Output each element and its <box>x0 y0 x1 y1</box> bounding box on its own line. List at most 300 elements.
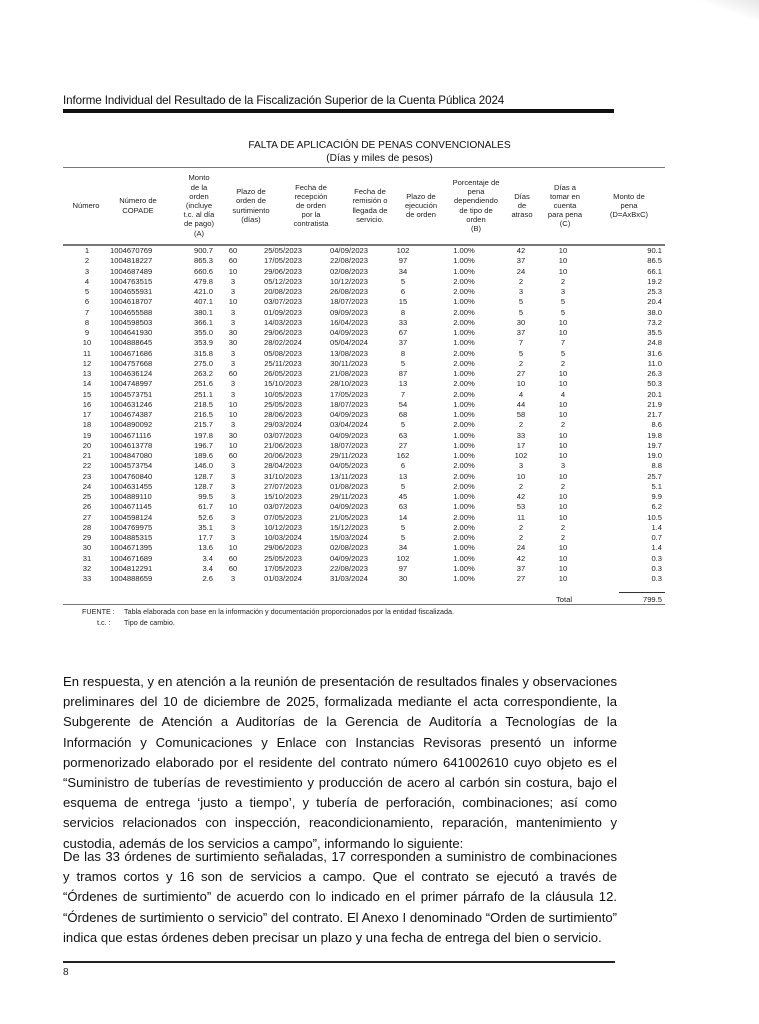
cell-numero: 9 <box>84 328 90 337</box>
running-header: Informe Individual del Resultado de la Fiscalización Superior de la Cuenta Pública 2024 <box>63 94 505 107</box>
column-header-line: Fecha de <box>354 187 386 197</box>
column-header-line: (incluye <box>185 200 213 210</box>
cell-copade: 1004598124 <box>110 512 153 522</box>
cell-copade: 1004573754 <box>110 461 153 471</box>
column-header-line: de orden <box>406 210 436 220</box>
column-header-line: Monto <box>188 173 210 183</box>
cell-numero: 3 <box>84 266 90 276</box>
cell-plazo-ejecucion: 5 <box>400 358 406 368</box>
cell-plazo-surtimiento: 3 <box>230 348 236 358</box>
cell-fecha-remision: 15/12/2023 <box>329 522 368 532</box>
cell-plazo-surtimiento: 3 <box>230 533 236 542</box>
column-header-line: contratista <box>293 219 329 229</box>
cell-fecha-remision: 01/08/2023 <box>329 481 368 491</box>
cell-dias-pena: 10 <box>558 492 568 501</box>
table-row <box>63 502 665 512</box>
cell-monto-orden: 128.7 <box>193 481 213 491</box>
column-header-line: ejecución <box>404 200 438 210</box>
cell-fecha-recepcion: 15/10/2023 <box>263 492 302 501</box>
cell-dias-pena: 7 <box>560 338 566 348</box>
cell-monto-pena: 38.0 <box>647 307 662 317</box>
table-row <box>63 523 665 533</box>
cell-monto-orden: 355.0 <box>193 328 213 337</box>
cell-numero: 20 <box>82 440 92 450</box>
cell-monto-pena: 26.3 <box>647 369 662 378</box>
cell-fecha-recepcion: 20/06/2023 <box>263 451 302 460</box>
cell-copade: 1004890092 <box>110 420 153 430</box>
cell-copade: 1004671686 <box>110 348 153 358</box>
cell-fecha-recepcion: 28/06/2023 <box>263 410 302 419</box>
cell-fecha-recepcion: 17/05/2023 <box>263 563 302 573</box>
cell-fecha-recepcion: 25/05/2023 <box>263 246 302 255</box>
cell-fecha-recepcion: 15/10/2023 <box>263 379 302 389</box>
cell-plazo-ejecucion: 8 <box>400 307 406 317</box>
cell-plazo-ejecucion: 33 <box>398 317 408 327</box>
cell-dias-pena: 2 <box>560 522 566 532</box>
cell-fecha-remision: 04/09/2023 <box>329 502 368 512</box>
cell-copade: 1004687489 <box>110 266 153 276</box>
cell-fecha-remision: 30/11/2023 <box>330 358 368 368</box>
cell-dias-pena: 5 <box>560 297 566 307</box>
cell-porcentaje-pena: 1.00% <box>453 266 475 276</box>
column-header-line: orden de <box>236 196 266 206</box>
column-header-line: pena <box>620 200 638 210</box>
cell-monto-orden: 215.7 <box>193 420 213 430</box>
column-header-line: dependiendo <box>454 196 498 206</box>
cell-fecha-remision: 22/08/2023 <box>329 256 368 266</box>
cell-plazo-ejecucion: 15 <box>398 297 408 307</box>
cell-monto-pena: 19.2 <box>647 276 662 286</box>
cell-plazo-surtimiento: 3 <box>230 461 236 471</box>
cell-monto-orden: 380.1 <box>193 307 213 317</box>
cell-copade: 1004670769 <box>110 246 153 255</box>
cell-dias-atraso: 44 <box>516 399 526 409</box>
cell-fecha-remision: 21/05/2023 <box>329 512 368 522</box>
cell-plazo-ejecucion: 13 <box>398 471 408 481</box>
cell-porcentaje-pena: 1.00% <box>453 492 475 501</box>
body-paragraph-1 <box>63 672 617 854</box>
cell-copade: 1004671145 <box>110 502 152 512</box>
cell-plazo-surtimiento: 3 <box>230 492 236 501</box>
column-header-line: surtimiento <box>232 205 270 215</box>
cell-dias-pena: 10 <box>558 430 568 440</box>
cell-porcentaje-pena: 2.00% <box>453 522 475 532</box>
cell-monto-pena: 73.2 <box>647 317 662 327</box>
cell-porcentaje-pena: 2.00% <box>453 379 475 389</box>
cell-monto-orden: 128.7 <box>193 471 213 481</box>
cell-copade: 1004636124 <box>110 369 153 378</box>
scan-corner-shadow <box>699 0 759 20</box>
cell-dias-atraso: 37 <box>516 328 526 337</box>
cell-dias-atraso: 3 <box>518 461 524 471</box>
cell-porcentaje-pena: 1.00% <box>453 410 475 419</box>
table-row <box>63 287 665 297</box>
table-row <box>63 564 665 574</box>
column-header-line: atraso <box>511 210 533 220</box>
cell-dias-pena: 4 <box>560 389 566 399</box>
cell-monto-orden: 353.9 <box>193 338 213 348</box>
cell-copade: 1004757668 <box>110 358 153 368</box>
cell-plazo-surtimiento: 3 <box>230 276 236 286</box>
cell-fecha-remision: 02/08/2023 <box>329 543 368 553</box>
cell-plazo-surtimiento: 3 <box>230 481 236 491</box>
cell-fecha-remision: 31/03/2024 <box>329 574 368 583</box>
cell-fecha-recepcion: 31/10/2023 <box>263 471 302 481</box>
cell-copade: 1004885315 <box>110 533 153 542</box>
table-row <box>63 338 665 348</box>
cell-dias-pena: 10 <box>558 317 568 327</box>
cell-numero: 24 <box>82 481 92 491</box>
cell-plazo-surtimiento: 60 <box>228 369 238 378</box>
column-header-line: de orden <box>296 200 326 210</box>
cell-plazo-ejecucion: 27 <box>398 440 408 450</box>
table-row <box>63 441 665 451</box>
table-row <box>63 482 665 492</box>
table-bottom-rule <box>63 604 665 605</box>
cell-dias-pena: 5 <box>560 348 566 358</box>
cell-monto-pena: 25.7 <box>647 471 662 481</box>
cell-copade: 1004818227 <box>110 256 153 266</box>
cell-dias-pena: 2 <box>560 420 566 430</box>
cell-monto-pena: 21.9 <box>647 399 662 409</box>
cell-monto-pena: 0.3 <box>651 553 662 563</box>
cell-dias-pena: 10 <box>558 563 568 573</box>
cell-plazo-ejecucion: 6 <box>400 461 406 471</box>
cell-plazo-surtimiento: 3 <box>230 574 236 583</box>
cell-monto-orden: 52.6 <box>198 512 213 522</box>
column-header <box>600 192 658 220</box>
cell-plazo-surtimiento: 60 <box>228 553 238 563</box>
cell-monto-orden: 3.4 <box>202 563 213 573</box>
cell-monto-pena: 20.4 <box>647 297 662 307</box>
cell-numero: 33 <box>82 574 92 583</box>
column-header-line: COPADE <box>122 205 154 215</box>
column-header-line: (días) <box>241 214 261 224</box>
cell-plazo-surtimiento: 10 <box>228 543 238 553</box>
cell-plazo-ejecucion: 34 <box>398 266 408 276</box>
cell-porcentaje-pena: 2.00% <box>453 533 475 542</box>
cell-dias-atraso: 27 <box>516 574 526 583</box>
cell-copade: 1004613778 <box>110 440 153 450</box>
cell-monto-orden: 421.0 <box>193 287 213 296</box>
column-header <box>282 183 340 229</box>
cell-dias-pena: 10 <box>558 379 568 389</box>
cell-numero: 22 <box>82 461 92 471</box>
cell-dias-atraso: 24 <box>516 543 526 553</box>
column-header <box>447 178 505 233</box>
cell-porcentaje-pena: 2.00% <box>453 471 475 481</box>
table-row <box>63 267 665 277</box>
cell-dias-atraso: 53 <box>516 502 526 512</box>
footer-rule <box>63 961 615 963</box>
cell-fecha-remision: 04/09/2023 <box>329 410 368 419</box>
cell-porcentaje-pena: 2.00% <box>453 420 475 430</box>
cell-numero: 6 <box>84 297 90 307</box>
cell-copade: 1004641930 <box>110 328 153 337</box>
column-header <box>175 173 223 237</box>
cell-monto-pena: 35.5 <box>647 328 662 337</box>
cell-porcentaje-pena: 1.00% <box>453 451 475 460</box>
cell-numero: 28 <box>82 522 92 532</box>
cell-plazo-surtimiento: 3 <box>230 358 236 368</box>
cell-numero: 29 <box>82 533 92 542</box>
table-row <box>63 246 665 256</box>
table-row <box>63 574 665 584</box>
cell-numero: 8 <box>84 317 90 327</box>
cell-numero: 11 <box>83 348 91 358</box>
note-tc-key: t.c. : <box>97 618 111 627</box>
cell-monto-orden: 99.5 <box>198 492 213 501</box>
table-row <box>63 554 665 564</box>
cell-fecha-recepcion: 03/07/2023 <box>263 297 302 307</box>
cell-fecha-recepcion: 25/11/2023 <box>264 358 302 368</box>
cell-plazo-ejecucion: 5 <box>400 533 406 542</box>
cell-plazo-surtimiento: 60 <box>228 256 238 266</box>
table-row <box>63 349 665 359</box>
cell-porcentaje-pena: 1.00% <box>453 553 475 563</box>
cell-fecha-remision: 04/09/2023 <box>329 553 368 563</box>
cell-monto-orden: 251.6 <box>193 379 213 389</box>
cell-plazo-surtimiento: 3 <box>230 471 236 481</box>
cell-fecha-remision: 10/12/2023 <box>329 276 368 286</box>
cell-copade: 1004618707 <box>110 297 153 307</box>
cell-plazo-surtimiento: 10 <box>228 399 238 409</box>
column-header <box>540 183 590 229</box>
table-row <box>63 543 665 553</box>
cell-plazo-ejecucion: 30 <box>398 574 408 583</box>
cell-dias-atraso: 2 <box>518 533 524 542</box>
header-rule <box>63 109 614 113</box>
table-subtitle: (Días y miles de pesos) <box>326 153 433 164</box>
cell-copade: 1004812291 <box>110 563 153 573</box>
cell-fecha-remision: 22/08/2023 <box>329 563 368 573</box>
cell-dias-atraso: 7 <box>518 338 524 348</box>
cell-monto-pena: 9.9 <box>651 492 662 501</box>
cell-dias-atraso: 24 <box>516 266 526 276</box>
cell-dias-pena: 10 <box>558 543 568 553</box>
cell-dias-atraso: 37 <box>516 563 526 573</box>
column-header-line: cuenta <box>553 200 577 210</box>
total-label: Total <box>555 595 573 604</box>
cell-plazo-ejecucion: 5 <box>400 481 406 491</box>
cell-fecha-recepcion: 29/06/2023 <box>263 266 302 276</box>
cell-numero: 14 <box>82 379 92 389</box>
column-header-line: Monto de <box>613 191 645 201</box>
cell-plazo-ejecucion: 34 <box>398 543 408 553</box>
cell-copade: 1004631246 <box>110 399 153 409</box>
cell-monto-orden: 263.2 <box>193 369 213 378</box>
cell-dias-pena: 10 <box>558 246 568 255</box>
cell-plazo-surtimiento: 60 <box>228 563 238 573</box>
cell-plazo-ejecucion: 5 <box>400 420 406 430</box>
cell-dias-pena: 10 <box>558 574 568 583</box>
cell-monto-pena: 0.3 <box>651 574 662 583</box>
cell-copade: 1004847080 <box>110 451 153 460</box>
cell-numero: 19 <box>82 430 92 440</box>
cell-plazo-ejecucion: 102 <box>396 553 410 563</box>
column-header-line: por la <box>301 210 321 220</box>
column-header <box>225 187 277 224</box>
cell-copade: 1004671116 <box>110 430 152 440</box>
cell-plazo-surtimiento: 3 <box>230 512 236 522</box>
table-row <box>63 461 665 471</box>
column-header-line: remisión o <box>352 196 388 206</box>
table-row <box>63 256 665 266</box>
cell-porcentaje-pena: 2.00% <box>453 287 475 296</box>
cell-dias-atraso: 2 <box>518 358 524 368</box>
cell-dias-pena: 3 <box>560 287 566 296</box>
cell-copade: 1004671395 <box>110 543 153 553</box>
column-header <box>398 192 444 220</box>
cell-copade: 1004748997 <box>110 379 153 389</box>
cell-dias-pena: 10 <box>558 256 568 266</box>
cell-porcentaje-pena: 1.00% <box>453 502 475 512</box>
cell-monto-orden: 146.0 <box>193 461 213 471</box>
column-header <box>345 187 395 224</box>
column-header <box>506 192 538 220</box>
cell-dias-pena: 2 <box>560 276 566 286</box>
cell-monto-pena: 1.4 <box>651 543 662 553</box>
note-tc-text: Tipo de cambio. <box>124 618 175 627</box>
cell-porcentaje-pena: 1.00% <box>453 574 475 583</box>
cell-monto-pena: 19.7 <box>647 440 662 450</box>
cell-dias-atraso: 3 <box>518 287 524 296</box>
table-row <box>63 431 665 441</box>
cell-numero: 13 <box>82 369 92 378</box>
table-row <box>63 277 665 287</box>
cell-porcentaje-pena: 1.00% <box>453 246 475 255</box>
cell-fecha-recepcion: 29/03/2024 <box>263 420 302 430</box>
column-header-line: llegada de <box>352 205 388 215</box>
column-header-line: Número de <box>119 196 157 206</box>
cell-fecha-remision: 13/11/2023 <box>330 471 368 481</box>
cell-plazo-surtimiento: 3 <box>230 522 236 532</box>
column-header-line: Plazo de <box>236 187 266 197</box>
cell-monto-pena: 25.3 <box>647 287 662 296</box>
column-header-line: servicio. <box>356 214 384 224</box>
cell-plazo-ejecucion: 68 <box>398 410 408 419</box>
cell-fecha-remision: 03/04/2024 <box>329 420 368 430</box>
cell-plazo-ejecucion: 5 <box>400 276 406 286</box>
cell-numero: 17 <box>82 410 92 419</box>
cell-plazo-surtimiento: 10 <box>228 266 238 276</box>
cell-fecha-recepcion: 20/08/2023 <box>263 287 302 296</box>
cell-plazo-ejecucion: 6 <box>400 287 406 296</box>
cell-dias-atraso: 42 <box>516 492 526 501</box>
cell-monto-orden: 3.4 <box>202 553 213 563</box>
cell-fecha-recepcion: 27/07/2023 <box>263 481 302 491</box>
cell-porcentaje-pena: 1.00% <box>453 440 475 450</box>
cell-plazo-ejecucion: 8 <box>400 348 406 358</box>
cell-fecha-recepcion: 10/12/2023 <box>263 522 302 532</box>
cell-monto-orden: 13.6 <box>198 543 213 553</box>
column-header-line: Número <box>72 200 100 210</box>
cell-fecha-remision: 13/08/2023 <box>329 348 368 358</box>
table-row <box>63 318 665 328</box>
cell-fecha-recepcion: 28/02/2024 <box>263 338 302 348</box>
cell-dias-atraso: 5 <box>518 348 524 358</box>
cell-plazo-ejecucion: 97 <box>398 256 408 266</box>
cell-fecha-recepcion: 10/03/2024 <box>263 533 302 542</box>
cell-dias-atraso: 2 <box>518 420 524 430</box>
cell-numero: 23 <box>82 471 92 481</box>
cell-monto-pena: 31.6 <box>647 348 662 358</box>
cell-dias-pena: 10 <box>558 502 568 512</box>
table-row <box>63 451 665 461</box>
cell-numero: 16 <box>82 399 92 409</box>
table-row <box>63 420 665 430</box>
cell-numero: 27 <box>82 512 92 522</box>
column-header <box>66 201 106 210</box>
cell-copade: 1004674387 <box>110 410 153 419</box>
column-header-line: t.c. al día <box>183 210 215 220</box>
cell-monto-pena: 0.7 <box>651 533 662 542</box>
cell-plazo-surtimiento: 3 <box>230 420 236 430</box>
cell-dias-atraso: 17 <box>516 440 526 450</box>
cell-fecha-recepcion: 14/03/2023 <box>263 317 302 327</box>
cell-numero: 7 <box>84 307 90 317</box>
table-row <box>63 390 665 400</box>
cell-monto-orden: 660.6 <box>193 266 213 276</box>
cell-copade: 1004763515 <box>110 276 153 286</box>
cell-fecha-recepcion: 26/05/2023 <box>263 369 302 378</box>
table-row <box>63 533 665 543</box>
cell-monto-pena: 10.5 <box>647 512 662 522</box>
cell-monto-orden: 216.5 <box>193 410 213 419</box>
table-row <box>63 369 665 379</box>
cell-fecha-remision: 18/07/2023 <box>329 399 368 409</box>
cell-plazo-ejecucion: 5 <box>400 522 406 532</box>
cell-monto-pena: 1.4 <box>651 522 662 532</box>
column-header-line: (D=AxBxC) <box>609 210 649 220</box>
cell-monto-orden: 315.8 <box>193 348 213 358</box>
cell-fecha-recepcion: 03/07/2023 <box>263 430 302 440</box>
cell-monto-orden: 218.5 <box>193 399 213 409</box>
cell-plazo-ejecucion: 54 <box>398 399 408 409</box>
column-header-line: Días a <box>554 182 576 192</box>
cell-plazo-ejecucion: 162 <box>396 451 410 460</box>
cell-numero: 2 <box>84 256 90 266</box>
cell-plazo-surtimiento: 30 <box>228 430 238 440</box>
cell-monto-pena: 19.8 <box>647 430 662 440</box>
cell-porcentaje-pena: 2.00% <box>453 348 475 358</box>
cell-plazo-surtimiento: 30 <box>228 328 238 337</box>
cell-fecha-remision: 04/09/2023 <box>329 328 368 337</box>
cell-fecha-recepcion: 29/06/2023 <box>263 543 302 553</box>
table-row <box>63 513 665 523</box>
column-header <box>108 196 168 214</box>
cell-fecha-recepcion: 01/03/2024 <box>263 574 302 583</box>
cell-fecha-recepcion: 07/05/2023 <box>263 512 302 522</box>
cell-copade: 1004631455 <box>110 481 153 491</box>
total-value: 799.5 <box>642 595 662 604</box>
cell-copade: 1004760840 <box>110 471 153 481</box>
cell-dias-pena: 2 <box>560 533 566 542</box>
cell-numero: 25 <box>82 492 92 501</box>
cell-plazo-ejecucion: 7 <box>400 389 406 399</box>
cell-dias-pena: 10 <box>558 512 568 522</box>
cell-porcentaje-pena: 2.00% <box>453 317 475 327</box>
column-header-line: Porcentaje de <box>452 177 500 187</box>
cell-fecha-remision: 15/03/2024 <box>329 533 368 542</box>
cell-dias-pena: 2 <box>560 481 566 491</box>
cell-monto-orden: 865.3 <box>193 256 213 266</box>
cell-dias-atraso: 4 <box>518 389 524 399</box>
cell-numero: 32 <box>82 563 92 573</box>
cell-dias-atraso: 30 <box>516 317 526 327</box>
column-header-line: pena <box>467 187 485 197</box>
cell-fecha-recepcion: 21/06/2023 <box>263 440 302 450</box>
